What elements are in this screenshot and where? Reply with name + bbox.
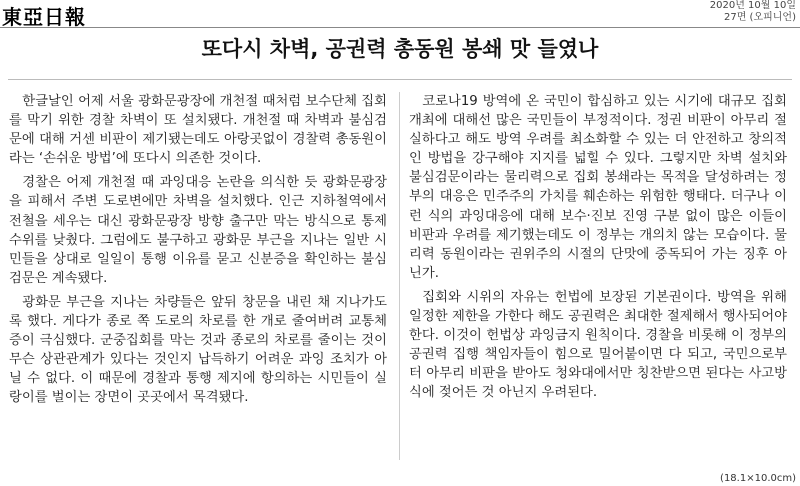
article-size: (18.1×10.0cm): [720, 473, 796, 484]
top-rule: [0, 27, 800, 28]
headline-rule: [8, 79, 792, 80]
column-divider: [399, 92, 400, 460]
paragraph: 광화문 부근을 지나는 차량들은 앞뒤 창문을 내린 채 지나가도록 했다. 게다가 종로 쪽 도로의 차로를 한 개로 줄여버려 교통체증이 극심했다. 군중집회를 막는 것과 종로의 차로를 줄이는 것이 무슨 상관관계가 있다는 것인지 납득하기 어려운 과잉 조치가 아닐 수 없다. 이 때문에 경찰과 통행 제지에 항의하는 시민들이 실랑이를 벌이는 장면이 곳곳에서 목격됐다.: [9, 294, 387, 406]
publication-meta: [710, 0, 796, 24]
right-column: [409, 92, 787, 408]
paragraph: 한글날인 어제 서울 광화문광장에 개천절 때처럼 보수단체 집회를 막기 위한 경찰 차벽이 또 설치됐다. 개천절 때 차벽과 불심검문에 대해 거센 비판이 제기됐는데도 아랑곳없이 경찰력 총동원이라는 ‘손쉬운 방법’에 또다시 의존한 것이다.: [9, 94, 387, 167]
page-section: 27면 (오피니언): [723, 12, 796, 23]
newspaper-logo: 東亞日報: [2, 5, 86, 29]
headline: 또다시 차벽, 공권력 총동원 봉쇄 맛 들였나: [201, 37, 599, 61]
paragraph: 집회와 시위의 자유는 헌법에 보장된 기본권이다. 방역을 위해 일정한 제한을 가한다 해도 공권력은 최대한 절제해서 행사되어야 한다. 이것이 헌법상 과잉금지 원칙이다. 경찰을 비롯해 이 정부의 공권력 집행 책임자들이 힘으로 밀어붙이면 다 되고, 국민으로부터 아무리 비판을 받아도 청와대에서만 칭찬받으면 된다는 사고방식에 젖어든 것 아닌지 우려된다.: [409, 289, 787, 401]
left-column: [9, 92, 387, 413]
publication-date: 2020년 10월 10일: [709, 0, 796, 11]
paragraph: 경찰은 어제 개천절 때 과잉대응 논란을 의식한 듯 광화문광장을 피해서 주변 도로변에만 차벽을 설치했다. 인근 지하철역에서 전철을 세우는 대신 광화문광장 방향 출구만 막는 방식으로 통제 수위를 낮췄다. 그럼에도 불구하고 광화문 부근을 지나는 일반 시민들을 상대로 일일이 통행 이유를 묻고 신분증을 확인하는 불심검문은 계속됐다.: [9, 175, 387, 286]
paragraph: 코로나19 방역에 온 국민이 합심하고 있는 시기에 대규모 집회 개최에 대해선 많은 국민들이 부정적이다. 정권 비판이 아무리 절실하다고 해도 방역 우려를 최소화할 수 있는 더 안전하고 창의적인 방법을 강구해야 지지를 넓힐 수 있다. 그렇지만 차벽 설치와 불심검문이라는 물리력으로 집회 봉쇄라는 목적을 달성하려는 정부의 대응은 민주주의 가치를 훼손하는 위험한 행태다. 더구나 이런 식의 과잉대응에 대해 보수·진보 진영 구분 없이 많은 이들이 비판과 우려를 제기했는데도 이 정부는 개의치 않는 모습이다. 물리력 동원이라는 권위주의 시절의 단맛에 중독되어 가는 징후 아닌가.: [409, 94, 787, 281]
